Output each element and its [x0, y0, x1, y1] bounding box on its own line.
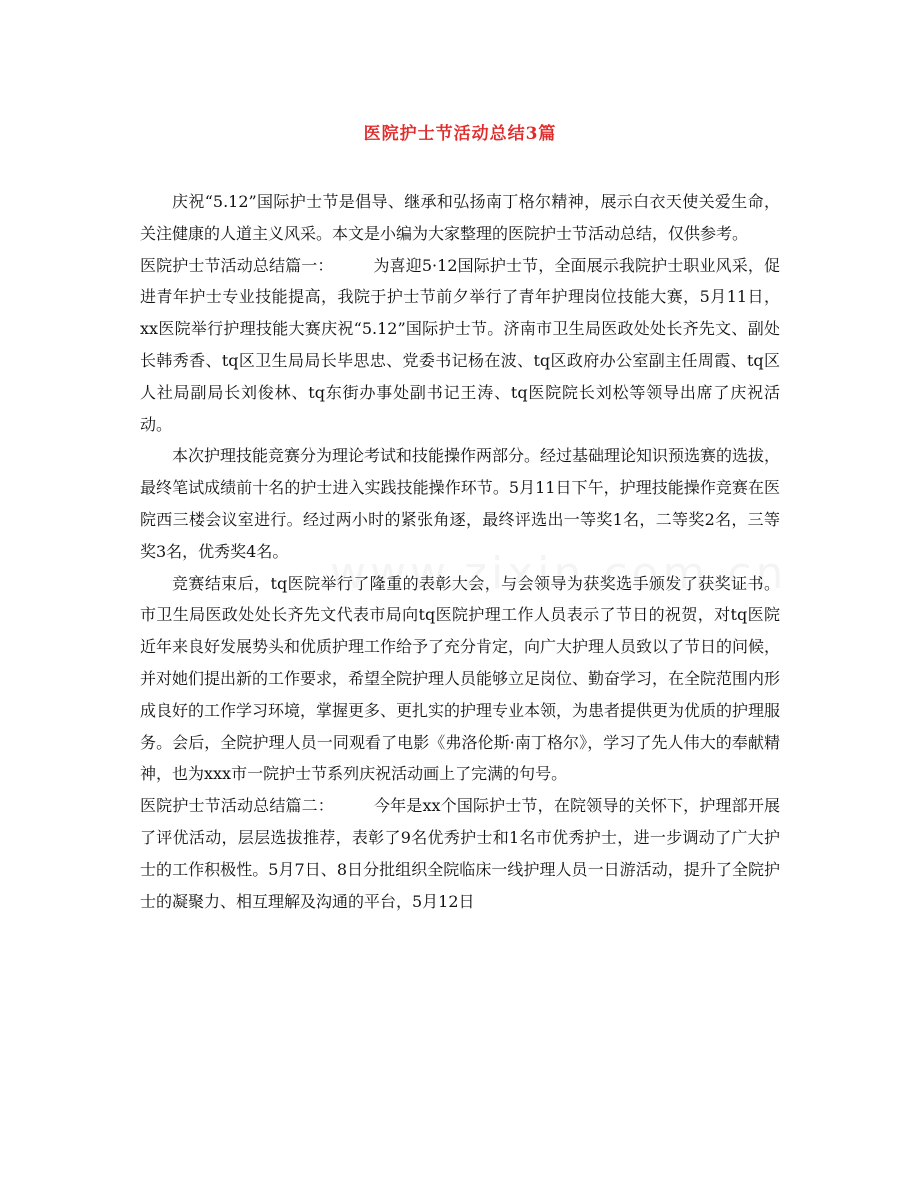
- section-two-paragraph: [140, 790, 780, 917]
- ceremony-paragraph: 竞赛结束后，tq医院举行了隆重的表彰大会，与会领导为获奖选手颁发了获奖证书。市卫生局医政处处长齐先文代表市局向tq医院护理工作人员表示了节日的祝贺，对tq医院近年来良好发展势头和优质护理工作给予了充分肯定，向广大护理人员致以了节日的问候，并对她们提出新的工作要求，希望全院护理人员能够立足岗位、勤奋学习，在全院范围内形成良好的工作学习环境，掌握更多、更扎实的护理专业本领，为患者提供更为优质的护理服务。会后，全院护理人员一同观看了电影《弗洛伦斯·南丁格尔》，学习了先人伟大的奉献精神，也为xxx市一院护士节系列庆祝活动画上了完满的句号。: [140, 573, 781, 784]
- section-two-heading: 医院护士节活动总结篇二：: [140, 796, 334, 816]
- section-one-heading: 医院护士节活动总结篇一：: [140, 255, 334, 275]
- competition-paragraph: 本次护理技能竞赛分为理论考试和技能操作两部分。经过基础理论知识预选赛的选拔，最终笔试成绩前十名的护士进入实践技能操作环节。5月11日下午，护理技能操作竞赛在医院西三楼会议室进行。经过两小时的紧张角逐，最终评选出一等奖1名，二等奖2名，三等奖3名，优秀奖4名。: [140, 446, 781, 561]
- document-body: [140, 186, 780, 917]
- section-two-text: 今年是xx个国际护士节，在院领导的关怀下，护理部开展了评优活动，层层选拔推荐，表彰了9名优秀护士和1名市优秀护士，进一步调动了广大护士的工作积极性。5月7日、8日分批组织全院临床一线护理人员一日游活动，提升了全院护士的凝聚力、相互理解及沟通的平台，5月12日: [140, 796, 780, 911]
- section-one-paragraph: [140, 250, 780, 441]
- document-title: 医院护士节活动总结3篇: [363, 124, 557, 144]
- section-one-text: 为喜迎5·12国际护士节，全面展示我院护士职业风采，促进青年护士专业技能提高，我院于护士节前夕举行了青年护理岗位技能大赛，5月11日，xx医院举行护理技能大赛庆祝“5.12”国际护士节。济南市卫生局医政处处长齐先文、副处长韩秀香、tq区卫生局局长毕思忠、党委书记杨在波、tq区政府办公室副主任周霞、tq区人社局副局长刘俊林、tq东街办事处副书记王涛、tq医院院长刘松等领导出席了庆祝活动。: [140, 255, 780, 434]
- intro-paragraph: 庆祝“5.12”国际护士节是倡导、继承和弘扬南丁格尔精神，展示白衣天使关爱生命，关注健康的人道主义风采。本文是小编为大家整理的医院护士节活动总结，仅供参考。: [140, 192, 780, 243]
